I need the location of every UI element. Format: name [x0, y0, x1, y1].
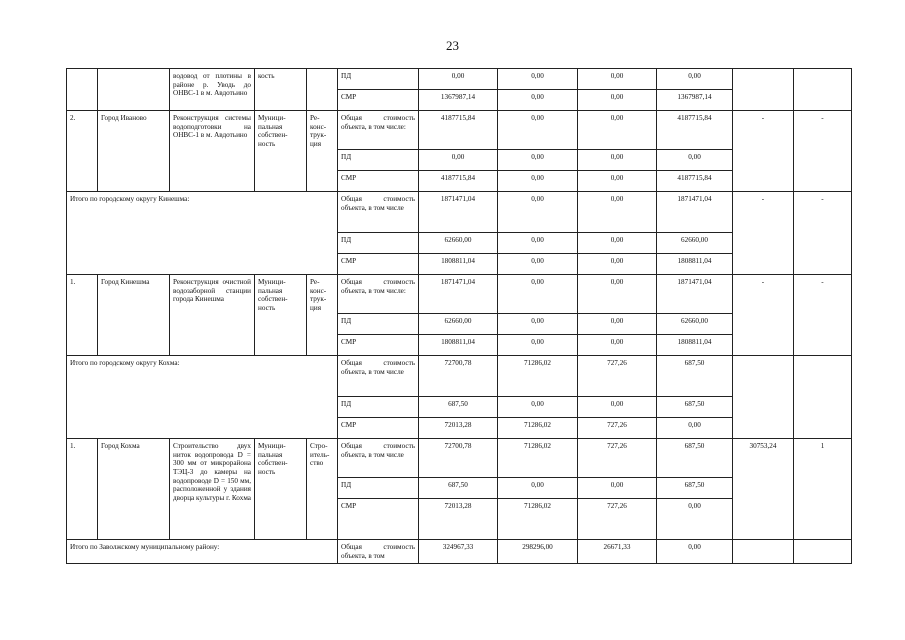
extra-cell-1 [733, 356, 794, 439]
extra-cell-2 [794, 69, 852, 111]
value-cell: 72700,78 [419, 356, 498, 397]
value-cell: 1808811,04 [419, 335, 498, 356]
table-row [67, 275, 852, 314]
value-cell: 0,00 [498, 90, 578, 111]
value-cell: 4187715,84 [657, 111, 733, 150]
row-object-name: Реконструкция очистной водозаборной станции города Кинешма [170, 275, 255, 356]
value-cell: 1871471,04 [419, 275, 498, 314]
value-cell: 687,50 [657, 397, 733, 418]
value-cell: 4187715,84 [419, 111, 498, 150]
value-cell: 71286,02 [498, 439, 578, 478]
value-cell: 0,00 [498, 192, 578, 233]
cost-label: ПД [338, 478, 419, 499]
extra-cell-2: - [794, 275, 852, 356]
value-cell: 0,00 [578, 314, 657, 335]
extra-cell-1 [733, 69, 794, 111]
row-ownership: Муници-пальная собствен-ность [255, 111, 307, 192]
extra-cell-1 [733, 540, 794, 564]
value-cell: 687,50 [419, 478, 498, 499]
budget-table [66, 68, 852, 564]
subtotal-label: Итого по городскому округу Кинешма: [67, 192, 338, 275]
value-cell: 0,00 [578, 192, 657, 233]
value-cell: 0,00 [657, 150, 733, 171]
extra-cell-2: - [794, 192, 852, 275]
cost-label: СМР [338, 90, 419, 111]
value-cell: 727,26 [578, 439, 657, 478]
value-cell: 0,00 [578, 233, 657, 254]
cost-label: ПД [338, 314, 419, 335]
table-row [67, 111, 852, 150]
extra-cell-1: - [733, 192, 794, 275]
row-object-name: водовод от плотины в районе р. Уводь до ОНВС-1 в м. Авдотьино [170, 69, 255, 111]
cost-label: Общая стоимость объекта, в том числе [338, 192, 419, 233]
cost-label: Общая стоимость объекта, в том числе: [338, 111, 419, 150]
value-cell: 71286,02 [498, 418, 578, 439]
value-cell: 26671,33 [578, 540, 657, 564]
value-cell: 298296,00 [498, 540, 578, 564]
subtotal-label: Итого по городскому округу Кохма: [67, 356, 338, 439]
value-cell: 1871471,04 [657, 275, 733, 314]
row-place: Город Кинешма [98, 275, 170, 356]
table-row [67, 69, 852, 90]
value-cell: 62660,00 [657, 233, 733, 254]
cost-label: Общая стоимость объекта, в том [338, 540, 419, 564]
value-cell: 0,00 [578, 397, 657, 418]
table-row [67, 356, 852, 397]
cost-label: ПД [338, 397, 419, 418]
value-cell: 0,00 [578, 90, 657, 111]
row-kind [307, 69, 338, 111]
value-cell: 0,00 [498, 69, 578, 90]
value-cell: 72013,28 [419, 499, 498, 540]
value-cell: 0,00 [578, 69, 657, 90]
extra-cell-1: - [733, 111, 794, 192]
value-cell: 71286,02 [498, 499, 578, 540]
extra-cell-2: 1 [794, 439, 852, 540]
cost-label: ПД [338, 150, 419, 171]
row-kind: Стро-итель-ство [307, 439, 338, 540]
value-cell: 0,00 [578, 335, 657, 356]
cost-label: Общая стоимость объекта, в том числе [338, 356, 419, 397]
value-cell: 1808811,04 [657, 335, 733, 356]
cost-label: Общая стоимость объекта, в том числе: [338, 275, 419, 314]
value-cell: 0,00 [657, 540, 733, 564]
value-cell: 71286,02 [498, 356, 578, 397]
value-cell: 62660,00 [419, 233, 498, 254]
value-cell: 0,00 [419, 150, 498, 171]
row-number: 1. [67, 439, 98, 540]
value-cell: 72700,78 [419, 439, 498, 478]
table-row [67, 540, 852, 564]
cost-label: СМР [338, 171, 419, 192]
value-cell: 62660,00 [657, 314, 733, 335]
value-cell: 0,00 [578, 111, 657, 150]
row-ownership: Муници-пальная собствен-ность [255, 439, 307, 540]
cost-label: СМР [338, 335, 419, 356]
value-cell: 0,00 [498, 314, 578, 335]
row-place: Город Иваново [98, 111, 170, 192]
value-cell: 0,00 [578, 275, 657, 314]
value-cell: 0,00 [498, 478, 578, 499]
cost-label: ПД [338, 69, 419, 90]
page-number: 23 [446, 38, 459, 53]
value-cell: 687,50 [657, 439, 733, 478]
row-place [98, 69, 170, 111]
row-kind: Ре-конс-трук-ция [307, 275, 338, 356]
value-cell: 687,50 [657, 356, 733, 397]
cost-label: ПД [338, 233, 419, 254]
value-cell: 0,00 [498, 171, 578, 192]
value-cell: 0,00 [498, 275, 578, 314]
extra-cell-1: - [733, 275, 794, 356]
row-place: Город Кохма [98, 439, 170, 540]
extra-cell-2: - [794, 111, 852, 192]
value-cell: 0,00 [578, 171, 657, 192]
row-ownership: кость [255, 69, 307, 111]
value-cell: 0,00 [657, 418, 733, 439]
row-ownership: Муници-пальная собствен-ность [255, 275, 307, 356]
row-number [67, 69, 98, 111]
value-cell: 1367987,14 [419, 90, 498, 111]
value-cell: 1808811,04 [657, 254, 733, 275]
value-cell: 0,00 [498, 150, 578, 171]
cost-label: СМР [338, 418, 419, 439]
cost-label: Общая стоимость объекта, в том числе [338, 439, 419, 478]
table-row [67, 192, 852, 233]
value-cell: 0,00 [498, 233, 578, 254]
extra-cell-2 [794, 540, 852, 564]
row-kind: Ре-конс-трук-ция [307, 111, 338, 192]
value-cell: 324967,33 [419, 540, 498, 564]
value-cell: 0,00 [578, 478, 657, 499]
value-cell: 1871471,04 [657, 192, 733, 233]
value-cell: 62660,00 [419, 314, 498, 335]
value-cell: 4187715,84 [657, 171, 733, 192]
value-cell: 0,00 [498, 397, 578, 418]
value-cell: 0,00 [419, 69, 498, 90]
value-cell: 0,00 [578, 150, 657, 171]
row-number: 1. [67, 275, 98, 356]
value-cell: 0,00 [657, 69, 733, 90]
value-cell: 0,00 [498, 254, 578, 275]
subtotal-label: Итого по Заволжскому муниципальному району: [67, 540, 338, 564]
value-cell: 1808811,04 [419, 254, 498, 275]
value-cell: 687,50 [657, 478, 733, 499]
table-row [67, 439, 852, 478]
cost-label: СМР [338, 499, 419, 540]
row-number: 2. [67, 111, 98, 192]
extra-cell-1: 30753,24 [733, 439, 794, 540]
value-cell: 4187715,84 [419, 171, 498, 192]
value-cell: 0,00 [498, 335, 578, 356]
value-cell: 727,26 [578, 356, 657, 397]
extra-cell-2 [794, 356, 852, 439]
value-cell: 1367987,14 [657, 90, 733, 111]
value-cell: 0,00 [498, 111, 578, 150]
value-cell: 727,26 [578, 418, 657, 439]
value-cell: 72013,28 [419, 418, 498, 439]
value-cell: 0,00 [578, 254, 657, 275]
value-cell: 687,50 [419, 397, 498, 418]
value-cell: 0,00 [657, 499, 733, 540]
cost-label: СМР [338, 254, 419, 275]
value-cell: 1871471,04 [419, 192, 498, 233]
row-object-name: Строительство двух ниток водопровода D = 300 мм от микрорайона ТЭЦ-3 до камеры на водопроводе D = 150 мм, расположенной у здания дворца культуры г. Кохма [170, 439, 255, 540]
row-object-name: Реконструкция системы водоподготовки на ОНВС-1 в м. Авдотьино [170, 111, 255, 192]
value-cell: 727,26 [578, 499, 657, 540]
